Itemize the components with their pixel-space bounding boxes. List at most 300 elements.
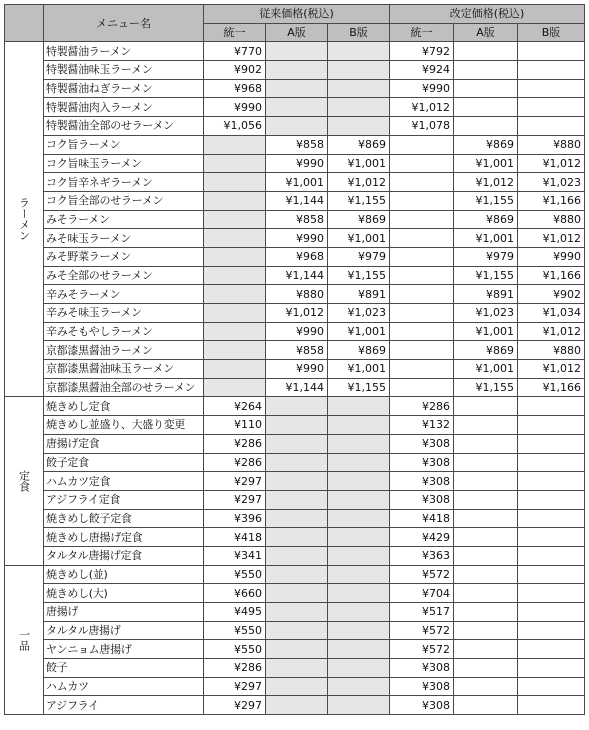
table-row (5, 173, 585, 192)
new-price-b (518, 640, 585, 659)
old-price-a: ¥880 (266, 285, 328, 304)
old-price-uniform: ¥495 (204, 603, 266, 622)
old-price-b (328, 528, 390, 547)
old-price-uniform (204, 191, 266, 210)
old-price-uniform: ¥297 (204, 677, 266, 696)
new-price-uniform: ¥308 (390, 490, 454, 509)
table-row (5, 266, 585, 285)
table-row (5, 453, 585, 472)
old-price-b: ¥1,001 (328, 229, 390, 248)
new-price-a (454, 472, 518, 491)
menu-item-name: ヤンニョム唐揚げ (44, 640, 204, 659)
new-price-a: ¥1,001 (454, 154, 518, 173)
table-row (5, 42, 585, 61)
new-price-uniform: ¥308 (390, 453, 454, 472)
menu-item-name: 京都漆黒醤油ラーメン (44, 341, 204, 360)
new-price-uniform (390, 247, 454, 266)
new-price-b: ¥880 (518, 135, 585, 154)
old-price-uniform: ¥297 (204, 472, 266, 491)
new-price-b: ¥990 (518, 247, 585, 266)
old-price-b: ¥1,012 (328, 173, 390, 192)
new-price-b: ¥1,034 (518, 304, 585, 323)
old-price-a: ¥968 (266, 247, 328, 266)
old-price-a (266, 98, 328, 117)
table-row (5, 509, 585, 528)
old-price-uniform: ¥418 (204, 528, 266, 547)
menu-item-name: 焼きめし唐揚げ定食 (44, 528, 204, 547)
table-row (5, 322, 585, 341)
new-price-a (454, 659, 518, 678)
new-price-a (454, 42, 518, 61)
table-row (5, 247, 585, 266)
old-price-a (266, 509, 328, 528)
old-price-uniform (204, 285, 266, 304)
old-price-b: ¥869 (328, 135, 390, 154)
new-price-a (454, 79, 518, 98)
old-price-b (328, 98, 390, 117)
new-price-b: ¥880 (518, 341, 585, 360)
new-price-uniform: ¥308 (390, 434, 454, 453)
old-price-a: ¥858 (266, 210, 328, 229)
old-price-uniform: ¥1,056 (204, 117, 266, 136)
new-price-a (454, 434, 518, 453)
menu-item-name: 餃子定食 (44, 453, 204, 472)
table-row (5, 528, 585, 547)
new-price-uniform (390, 135, 454, 154)
menu-item-name: 餃子 (44, 659, 204, 678)
old-price-b (328, 434, 390, 453)
old-price-b (328, 61, 390, 80)
old-price-a (266, 584, 328, 603)
old-price-uniform (204, 341, 266, 360)
new-price-b (518, 621, 585, 640)
new-price-a: ¥1,155 (454, 378, 518, 397)
menu-item-name: 特製醤油肉入ラーメン (44, 98, 204, 117)
old-price-a: ¥1,001 (266, 173, 328, 192)
old-price-a (266, 677, 328, 696)
old-price-a: ¥990 (266, 154, 328, 173)
table-row (5, 61, 585, 80)
old-price-b: ¥869 (328, 210, 390, 229)
new-price-uniform (390, 285, 454, 304)
new-price-uniform: ¥1,078 (390, 117, 454, 136)
old-price-uniform: ¥286 (204, 434, 266, 453)
category-text: ラーメン (17, 197, 31, 242)
old-price-b (328, 79, 390, 98)
menu-item-name: 焼きめし(並) (44, 565, 204, 584)
menu-item-name: 京都漆黒醤油味玉ラーメン (44, 360, 204, 379)
table-row (5, 490, 585, 509)
new-price-b: ¥1,012 (518, 154, 585, 173)
new-price-uniform (390, 341, 454, 360)
new-price-a: ¥1,023 (454, 304, 518, 323)
new-price-a: ¥869 (454, 341, 518, 360)
old-price-a (266, 603, 328, 622)
price-table-container (4, 4, 585, 715)
old-price-b (328, 603, 390, 622)
old-price-uniform (204, 173, 266, 192)
new-price-b (518, 397, 585, 416)
table-row (5, 360, 585, 379)
menu-item-name: アジフライ定食 (44, 490, 204, 509)
header-new-b: B版 (518, 23, 585, 42)
table-row (5, 285, 585, 304)
old-price-a (266, 528, 328, 547)
category-text: 一品 (17, 628, 31, 651)
new-price-b (518, 659, 585, 678)
old-price-b (328, 640, 390, 659)
old-price-uniform (204, 229, 266, 248)
old-price-uniform: ¥990 (204, 98, 266, 117)
category-label (5, 397, 44, 565)
old-price-a: ¥1,144 (266, 266, 328, 285)
old-price-b (328, 472, 390, 491)
new-price-b (518, 434, 585, 453)
old-price-a (266, 397, 328, 416)
old-price-uniform (204, 322, 266, 341)
category-label (5, 565, 44, 715)
new-price-uniform: ¥1,012 (390, 98, 454, 117)
new-price-a: ¥979 (454, 247, 518, 266)
old-price-uniform (204, 247, 266, 266)
new-price-b: ¥1,166 (518, 191, 585, 210)
new-price-uniform: ¥308 (390, 696, 454, 715)
table-row (5, 565, 585, 584)
old-price-a (266, 640, 328, 659)
new-price-a (454, 98, 518, 117)
menu-item-name: アジフライ (44, 696, 204, 715)
old-price-a (266, 434, 328, 453)
old-price-b: ¥1,155 (328, 378, 390, 397)
old-price-uniform: ¥110 (204, 416, 266, 435)
new-price-uniform: ¥572 (390, 621, 454, 640)
new-price-a: ¥1,012 (454, 173, 518, 192)
table-row (5, 659, 585, 678)
new-price-a (454, 528, 518, 547)
old-price-b (328, 453, 390, 472)
new-price-uniform (390, 304, 454, 323)
new-price-uniform: ¥363 (390, 546, 454, 565)
old-price-uniform (204, 378, 266, 397)
old-price-a (266, 453, 328, 472)
new-price-uniform: ¥924 (390, 61, 454, 80)
new-price-b (518, 61, 585, 80)
table-row (5, 378, 585, 397)
price-revision-table (4, 4, 585, 715)
old-price-uniform: ¥297 (204, 696, 266, 715)
new-price-uniform: ¥792 (390, 42, 454, 61)
old-price-uniform: ¥770 (204, 42, 266, 61)
old-price-b: ¥1,001 (328, 322, 390, 341)
new-price-uniform: ¥308 (390, 659, 454, 678)
new-price-b: ¥1,166 (518, 378, 585, 397)
old-price-b: ¥891 (328, 285, 390, 304)
old-price-a: ¥1,144 (266, 378, 328, 397)
new-price-uniform (390, 173, 454, 192)
old-price-b (328, 416, 390, 435)
new-price-a (454, 565, 518, 584)
old-price-a (266, 117, 328, 136)
new-price-b (518, 677, 585, 696)
menu-item-name: コク旨全部のせラーメン (44, 191, 204, 210)
old-price-uniform (204, 360, 266, 379)
new-price-b (518, 42, 585, 61)
new-price-a: ¥1,001 (454, 360, 518, 379)
new-price-uniform (390, 210, 454, 229)
menu-item-name: 唐揚げ定食 (44, 434, 204, 453)
new-price-uniform: ¥704 (390, 584, 454, 603)
old-price-b (328, 621, 390, 640)
old-price-uniform: ¥660 (204, 584, 266, 603)
new-price-a (454, 677, 518, 696)
menu-item-name: 辛みそ味玉ラーメン (44, 304, 204, 323)
old-price-b: ¥1,155 (328, 266, 390, 285)
table-row (5, 79, 585, 98)
new-price-uniform (390, 191, 454, 210)
new-price-b: ¥1,012 (518, 322, 585, 341)
old-price-a: ¥858 (266, 341, 328, 360)
menu-item-name: コク旨味玉ラーメン (44, 154, 204, 173)
old-price-a: ¥990 (266, 322, 328, 341)
old-price-uniform: ¥902 (204, 61, 266, 80)
table-row (5, 603, 585, 622)
header-corner (5, 5, 44, 42)
old-price-uniform: ¥550 (204, 640, 266, 659)
menu-item-name: コク旨ラーメン (44, 135, 204, 154)
new-price-b (518, 696, 585, 715)
new-price-uniform (390, 360, 454, 379)
new-price-b: ¥880 (518, 210, 585, 229)
old-price-uniform: ¥968 (204, 79, 266, 98)
old-price-a (266, 79, 328, 98)
new-price-b (518, 416, 585, 435)
new-price-b (518, 603, 585, 622)
new-price-b: ¥1,023 (518, 173, 585, 192)
menu-item-name: 特製醤油ねぎラーメン (44, 79, 204, 98)
new-price-b (518, 528, 585, 547)
old-price-b: ¥1,001 (328, 360, 390, 379)
menu-item-name: コク旨辛ネギラーメン (44, 173, 204, 192)
old-price-uniform: ¥550 (204, 565, 266, 584)
header-old-a: A版 (266, 23, 328, 42)
menu-item-name: みそ野菜ラーメン (44, 247, 204, 266)
old-price-a: ¥1,012 (266, 304, 328, 323)
menu-item-name: みそ全部のせラーメン (44, 266, 204, 285)
header-new-uniform: 統一 (390, 23, 454, 42)
new-price-b (518, 565, 585, 584)
old-price-uniform: ¥286 (204, 453, 266, 472)
new-price-b (518, 509, 585, 528)
table-row (5, 434, 585, 453)
table-row (5, 210, 585, 229)
new-price-uniform: ¥572 (390, 640, 454, 659)
old-price-a (266, 659, 328, 678)
menu-item-name: みそ味玉ラーメン (44, 229, 204, 248)
table-row (5, 229, 585, 248)
new-price-uniform (390, 266, 454, 285)
old-price-a (266, 565, 328, 584)
old-price-b (328, 490, 390, 509)
menu-item-name: 焼きめし(大) (44, 584, 204, 603)
new-price-uniform (390, 322, 454, 341)
old-price-uniform: ¥396 (204, 509, 266, 528)
old-price-a (266, 61, 328, 80)
menu-item-name: 京都漆黒醤油全部のせラーメン (44, 378, 204, 397)
header-old-b: B版 (328, 23, 390, 42)
menu-item-name: 焼きめし定食 (44, 397, 204, 416)
new-price-b (518, 490, 585, 509)
menu-item-name: ハムカツ (44, 677, 204, 696)
menu-item-name: ハムカツ定食 (44, 472, 204, 491)
menu-item-name: 唐揚げ (44, 603, 204, 622)
old-price-a: ¥990 (266, 229, 328, 248)
old-price-a (266, 42, 328, 61)
menu-item-name: 特製醤油全部のせラーメン (44, 117, 204, 136)
new-price-b: ¥1,012 (518, 229, 585, 248)
old-price-a (266, 472, 328, 491)
old-price-uniform (204, 135, 266, 154)
table-row (5, 98, 585, 117)
new-price-a (454, 490, 518, 509)
old-price-a (266, 696, 328, 715)
category-label (5, 42, 44, 397)
old-price-b (328, 659, 390, 678)
header-menu-name: メニュー名 (44, 5, 204, 42)
new-price-uniform (390, 378, 454, 397)
old-price-b: ¥869 (328, 341, 390, 360)
new-price-a: ¥1,001 (454, 322, 518, 341)
new-price-a (454, 546, 518, 565)
new-price-a: ¥869 (454, 135, 518, 154)
old-price-a (266, 621, 328, 640)
new-price-uniform (390, 229, 454, 248)
menu-item-name: タルタル唐揚げ定食 (44, 546, 204, 565)
table-row (5, 304, 585, 323)
old-price-b (328, 565, 390, 584)
table-row (5, 154, 585, 173)
table-row (5, 416, 585, 435)
new-price-a (454, 453, 518, 472)
new-price-a (454, 603, 518, 622)
menu-item-name: 特製醤油味玉ラーメン (44, 61, 204, 80)
table-row (5, 546, 585, 565)
old-price-uniform: ¥286 (204, 659, 266, 678)
table-row (5, 117, 585, 136)
menu-item-name: 焼きめし並盛り、大盛り変更 (44, 416, 204, 435)
new-price-a: ¥1,155 (454, 191, 518, 210)
new-price-b (518, 117, 585, 136)
new-price-a (454, 584, 518, 603)
menu-item-name: みそラーメン (44, 210, 204, 229)
new-price-a (454, 509, 518, 528)
new-price-uniform: ¥572 (390, 565, 454, 584)
old-price-b (328, 696, 390, 715)
new-price-b: ¥1,166 (518, 266, 585, 285)
new-price-b (518, 98, 585, 117)
table-row (5, 677, 585, 696)
table-row (5, 341, 585, 360)
menu-item-name: タルタル唐揚げ (44, 621, 204, 640)
header-row-1 (5, 5, 585, 24)
new-price-a (454, 640, 518, 659)
table-body (5, 42, 585, 715)
new-price-uniform: ¥308 (390, 677, 454, 696)
table-row (5, 696, 585, 715)
new-price-a (454, 397, 518, 416)
old-price-a: ¥1,144 (266, 191, 328, 210)
new-price-uniform (390, 154, 454, 173)
new-price-a (454, 61, 518, 80)
old-price-a (266, 490, 328, 509)
new-price-a: ¥1,155 (454, 266, 518, 285)
new-price-a: ¥869 (454, 210, 518, 229)
old-price-a (266, 546, 328, 565)
old-price-b (328, 42, 390, 61)
old-price-b: ¥1,001 (328, 154, 390, 173)
old-price-a: ¥858 (266, 135, 328, 154)
new-price-a (454, 416, 518, 435)
new-price-a (454, 696, 518, 715)
table-row (5, 135, 585, 154)
menu-item-name: 辛みそラーメン (44, 285, 204, 304)
old-price-b (328, 397, 390, 416)
new-price-uniform: ¥418 (390, 509, 454, 528)
table-row (5, 472, 585, 491)
old-price-uniform (204, 210, 266, 229)
table-header (5, 5, 585, 42)
header-old-uniform: 統一 (204, 23, 266, 42)
table-row (5, 584, 585, 603)
category-text: 定食 (17, 470, 31, 493)
old-price-a: ¥990 (266, 360, 328, 379)
menu-item-name: 特製醤油ラーメン (44, 42, 204, 61)
header-old-price: 従来価格(税込) (204, 5, 390, 24)
new-price-b: ¥1,012 (518, 360, 585, 379)
new-price-a: ¥1,001 (454, 229, 518, 248)
old-price-a (266, 416, 328, 435)
new-price-uniform: ¥308 (390, 472, 454, 491)
new-price-a: ¥891 (454, 285, 518, 304)
table-row (5, 621, 585, 640)
table-row (5, 640, 585, 659)
old-price-uniform (204, 266, 266, 285)
new-price-b: ¥902 (518, 285, 585, 304)
new-price-b (518, 453, 585, 472)
old-price-b (328, 117, 390, 136)
new-price-b (518, 584, 585, 603)
new-price-uniform: ¥286 (390, 397, 454, 416)
table-row (5, 191, 585, 210)
old-price-uniform: ¥341 (204, 546, 266, 565)
old-price-uniform (204, 154, 266, 173)
new-price-uniform: ¥429 (390, 528, 454, 547)
new-price-a (454, 117, 518, 136)
new-price-b (518, 472, 585, 491)
header-new-a: A版 (454, 23, 518, 42)
menu-item-name: 焼きめし餃子定食 (44, 509, 204, 528)
old-price-uniform: ¥297 (204, 490, 266, 509)
old-price-b: ¥979 (328, 247, 390, 266)
new-price-uniform: ¥517 (390, 603, 454, 622)
new-price-uniform: ¥132 (390, 416, 454, 435)
old-price-b (328, 677, 390, 696)
old-price-b (328, 546, 390, 565)
new-price-b (518, 546, 585, 565)
old-price-b (328, 584, 390, 603)
old-price-uniform: ¥264 (204, 397, 266, 416)
old-price-b: ¥1,155 (328, 191, 390, 210)
new-price-b (518, 79, 585, 98)
